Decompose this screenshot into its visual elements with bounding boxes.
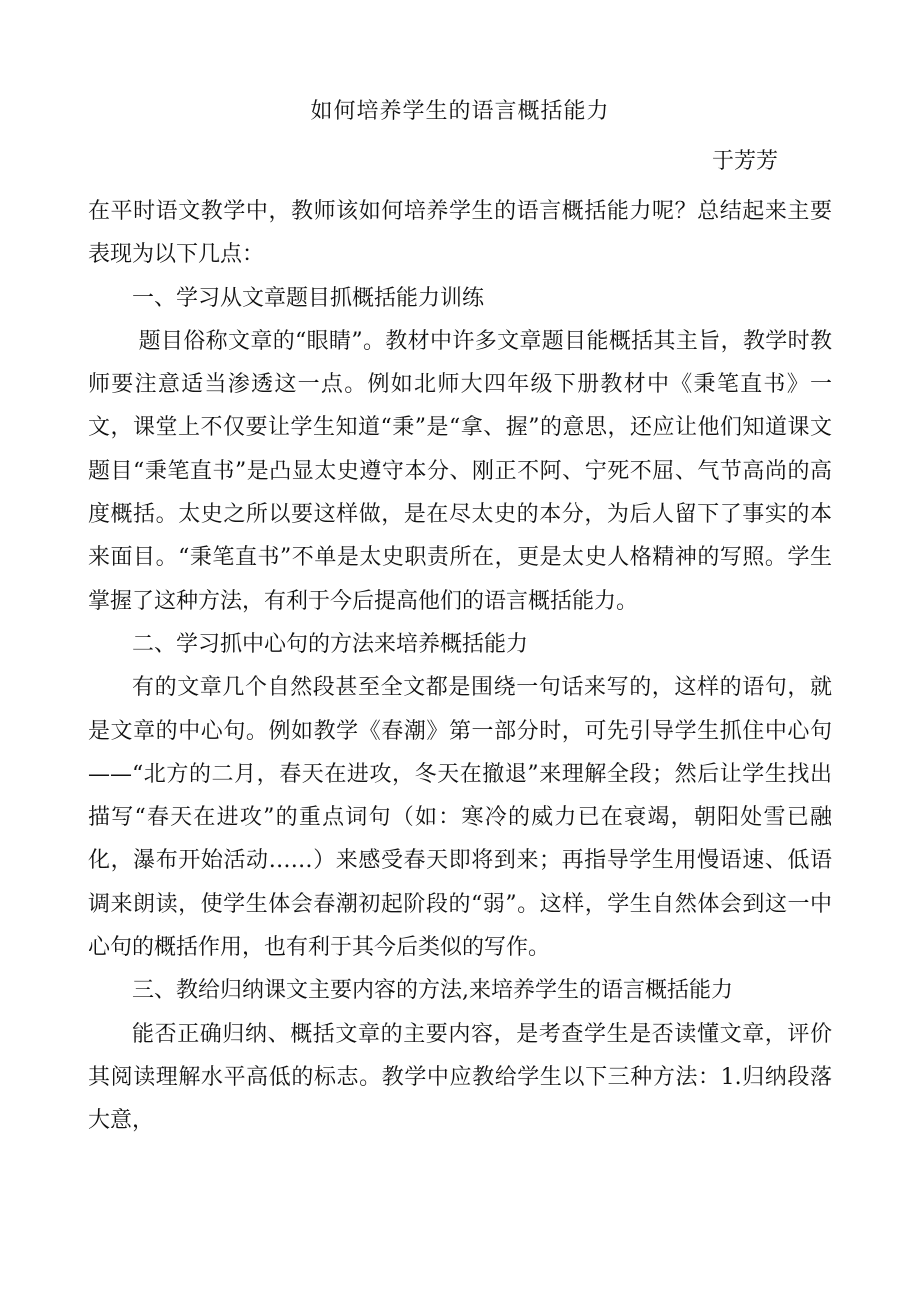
author-name: 于芳芳 xyxy=(711,149,778,174)
document-title: 如何培养学生的语言概括能力 xyxy=(310,99,610,124)
section-body-3: 能否正确归纳、概括文章的主要内容，是考查学生是否读懂文章，评价其阅读理解水平高低的标志。教学中应教给学生以下三种方法：1.归纳段落大意， xyxy=(88,1021,832,1134)
section-heading-1: 一、学习从文章题目抓概括能力训练 xyxy=(132,285,485,311)
section-body-1: 题目俗称文章的“眼睛”。教材中许多文章题目能概括其主旨，教学时教师要注意适当渗透这一点。例如北师大四年级下册教材中《秉笔直书》一文，课堂上不仅要让学生知道“秉”是“拿、握”的意思，还应让他们知道课文题目“秉笔直书”是凸显太史遵守本分、刚正不阿、宁死不屈、气节高尚的高度概括。太史之所以要这样做，是在尽太史的本分，为后人留下了事实的本来面目。“秉笔直书”不单是太史职责所在，更是太史人格精神的写照。学生掌握了这种方法，有利于今后提高他们的语言概括能力。 xyxy=(88,328,832,614)
document-body xyxy=(88,190,832,1143)
section-heading-3: 三、教给归纳课文主要内容的方法,来培养学生的语言概括能力 xyxy=(132,978,733,1004)
section-heading-2: 二、学习抓中心句的方法来培养概括能力 xyxy=(132,631,529,657)
intro-paragraph: 在平时语文教学中，教师该如何培养学生的语言概括能力呢？总结起来主要表现为以下几点： xyxy=(88,199,832,268)
section-body-2: 有的文章几个自然段甚至全文都是围绕一句话来写的，这样的语句，就是文章的中心句。例如教学《春潮》第一部分时，可先引导学生抓住中心句——“北方的二月，春天在进攻，冬天在撤退”来理解全段；然后让学生找出描写“春天在进攻”的重点词句（如：寒冷的威力已在衰竭，朝阳处雪已融化，瀑布开始活动……）来感受春天即将到来；再指导学生用慢语速、低语调来朗读，使学生体会春潮初起阶段的“弱”。这样，学生自然体会到这一中心句的概括作用，也有利于其今后类似的写作。 xyxy=(88,675,832,961)
